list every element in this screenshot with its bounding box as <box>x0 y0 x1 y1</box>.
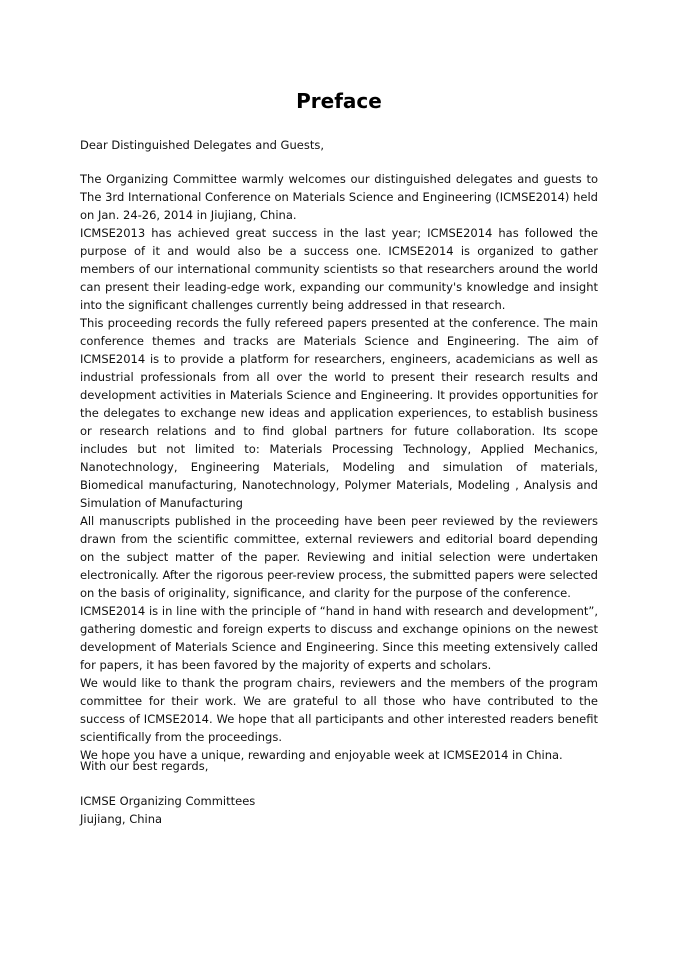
paragraph-peer-review: All manuscripts published in the proceeding have been peer reviewed by the reviewers drawn from the scientific committee, external reviewers and editorial board depending on the subject matter of the paper. Reviewing and initial selection were undertaken electronically. After the rigorous peer-review process, the submitted papers were selected on the basis of originality, significance, and clarity for the purpose of the conference. <box>80 514 598 600</box>
paragraph-previous-success: ICMSE2013 has achieved great success in the last year; ICMSE2014 has followed the purpose of it and would also be a success one. ICMSE2014 is organized to gather members of our international community scientists so that researchers around the world can present their leading-edge work, expanding our community's knowledge and insight into the significant challenges currently being addressed in that research. <box>80 226 598 312</box>
salutation: Dear Distinguished Delegates and Guests, <box>80 138 324 152</box>
closing-line: With our best regards, <box>80 759 209 773</box>
paragraph-principle: ICMSE2014 is in line with the principle of “hand in hand with research and development”, gathering domestic and foreign experts to discuss and exchange opinions on the newest development of Materials Science and Engineering. Since this meeting extensively called for papers, it has been favored by the majority of experts and scholars. <box>80 604 598 672</box>
signature-block <box>80 792 598 828</box>
paragraph-thanks: We would like to thank the program chairs, reviewers and the members of the program committee for their work. We are grateful to all those who have contributed to the success of ICMSE2014. We hope that all participants and other interested readers benefit scientifically from the proceedings. <box>80 676 598 744</box>
signature-organization: ICMSE Organizing Committees <box>80 794 256 808</box>
paragraph-wishes: We hope you have a unique, rewarding and enjoyable week at ICMSE2014 in China. <box>80 748 563 762</box>
page-title: Preface <box>296 89 382 113</box>
paragraph-conference-scope: This proceeding records the fully refereed papers presented at the conference. The main conference themes and tracks are Materials Science and Engineering. The aim of ICMSE2014 is to provide a platform for researchers, engineers, academicians as well as industrial professionals from all over the world to present their research results and development activities in Materials Science and Engineering. It provides opportunities for the delegates to exchange new ideas and application experiences, to establish business or research relations and to find global partners for future collaboration. Its scope includes but not limited to: Materials Processing Technology, Applied Mechanics, Nanotechnology, Engineering Materials, Modeling and simulation of materials, Biomedical manufacturing, Nanotechnology, Polymer Materials, Modeling , Analysis and Simulation of Manufacturing <box>80 316 598 510</box>
preface-body <box>80 170 598 764</box>
paragraph-welcome: The Organizing Committee warmly welcomes our distinguished delegates and guests to The 3rd International Conference on Materials Science and Engineering (ICMSE2014) held on Jan. 24-26, 2014 in Jiujiang, China. <box>80 172 598 222</box>
signature-location: Jiujiang, China <box>80 812 163 826</box>
